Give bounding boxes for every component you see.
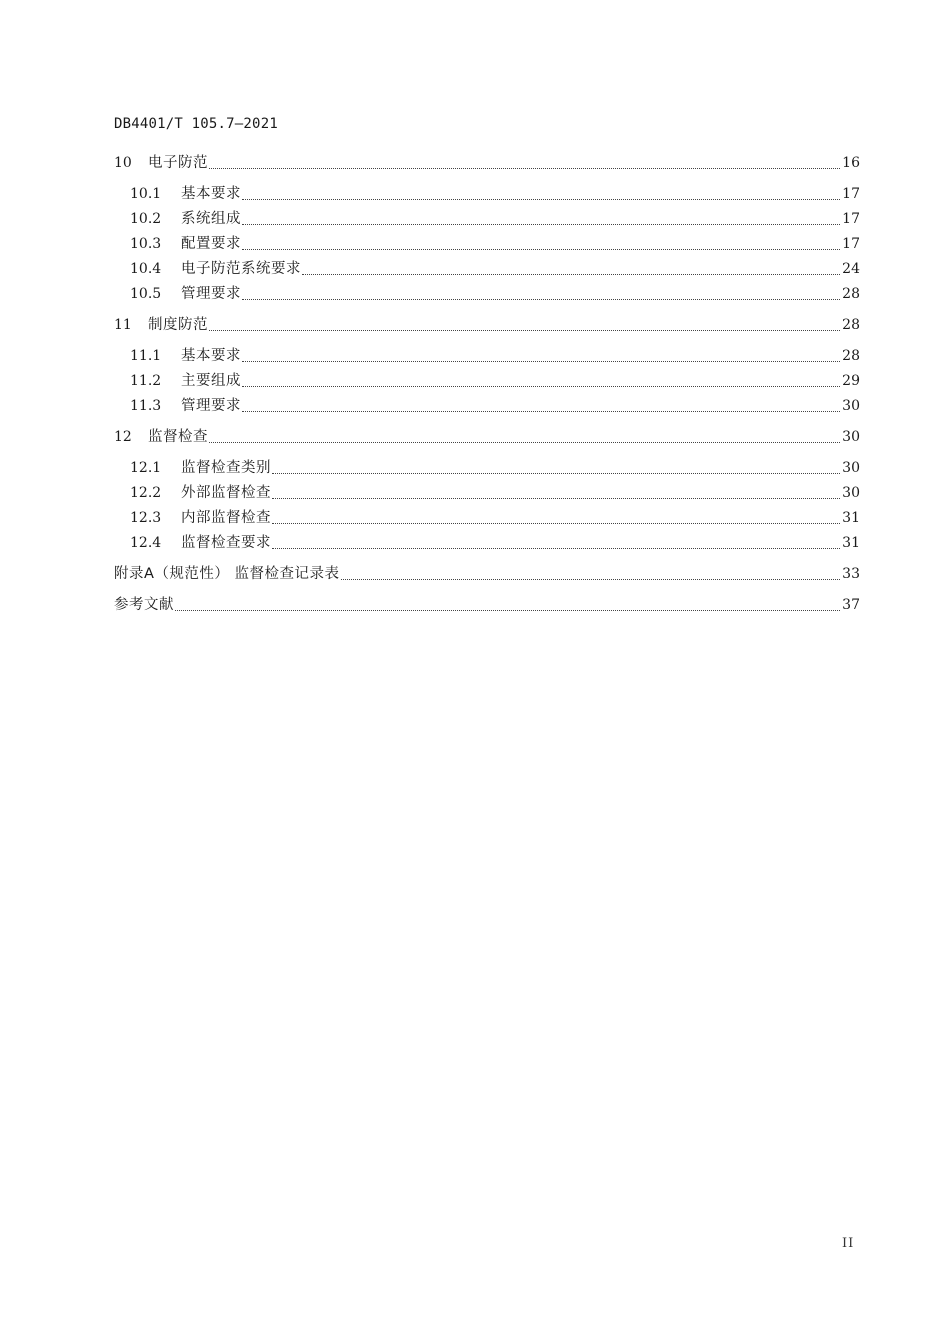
toc-entry[interactable]: [130, 208, 860, 230]
toc-entry[interactable]: [114, 314, 860, 336]
toc-entry-page: 17: [842, 236, 860, 252]
toc-entry[interactable]: [130, 370, 860, 392]
dot-leader: [242, 411, 840, 412]
dot-leader: [209, 442, 840, 443]
toc-entry-page: 28: [842, 348, 860, 364]
toc-entry-number: 10: [114, 155, 132, 171]
toc-entry-title: 监督检查: [148, 429, 208, 445]
dot-leader: [242, 224, 840, 225]
dot-leader: [209, 168, 840, 169]
toc-entry-number: 12.3: [130, 510, 162, 526]
toc-entry-title: 外部监督检查: [181, 485, 271, 501]
dot-leader: [242, 361, 840, 362]
toc-entry-number: 10.2: [130, 211, 162, 227]
toc-entry-page: 28: [842, 317, 860, 333]
toc-entry-title: 附录A（规范性） 监督检查记录表: [114, 566, 340, 582]
toc-entry-number: 10.1: [130, 186, 162, 202]
dot-leader: [175, 610, 840, 611]
toc-entry-page: 17: [842, 186, 860, 202]
toc-entry-number: 11.2: [130, 373, 162, 389]
toc-entry[interactable]: [130, 482, 860, 504]
dot-leader: [341, 579, 841, 580]
toc-entry-page: 37: [842, 597, 860, 613]
toc-entry[interactable]: [130, 532, 860, 554]
toc-entry-page: 30: [842, 460, 860, 476]
toc-entry-title: 主要组成: [181, 373, 241, 389]
toc-entry-number: 11: [114, 317, 132, 333]
dot-leader: [272, 548, 840, 549]
dot-leader: [242, 249, 840, 250]
toc-entry-page: 31: [842, 535, 860, 551]
toc-entry-number: 10.4: [130, 261, 162, 277]
toc-entry[interactable]: [114, 426, 860, 448]
page-number: II: [842, 1236, 855, 1251]
toc-entry-page: 29: [842, 373, 860, 389]
toc-entry-number: 11.3: [130, 398, 162, 414]
dot-leader: [209, 330, 840, 331]
toc-entry-number: 10.3: [130, 236, 162, 252]
toc-entry-page: 30: [842, 485, 860, 501]
toc-entry[interactable]: [114, 594, 860, 616]
toc-entry-title: 系统组成: [181, 211, 241, 227]
toc-entry-page: 16: [842, 155, 860, 171]
toc-entry-title: 基本要求: [181, 348, 241, 364]
toc-entry-title: 监督检查类别: [181, 460, 271, 476]
toc-entry[interactable]: [130, 233, 860, 255]
toc-entry-title: 基本要求: [181, 186, 241, 202]
toc-entry[interactable]: [130, 283, 860, 305]
dot-leader: [242, 199, 840, 200]
toc-entry-number: 12.4: [130, 535, 162, 551]
dot-leader: [242, 386, 840, 387]
toc-entry-title: 配置要求: [181, 236, 241, 252]
dot-leader: [242, 299, 840, 300]
toc-entry-number: 12.2: [130, 485, 162, 501]
toc-entry-number: 11.1: [130, 348, 162, 364]
toc-entry[interactable]: [114, 152, 860, 174]
toc-entry-title: 电子防范: [148, 155, 208, 171]
toc-entry-title: 制度防范: [148, 317, 208, 333]
dot-leader: [272, 498, 840, 499]
toc-entry-number: 12: [114, 429, 132, 445]
toc-entry-page: 17: [842, 211, 860, 227]
toc-entry-page: 30: [842, 429, 860, 445]
toc-entry-page: 24: [842, 261, 860, 277]
toc-entry-page: 28: [842, 286, 860, 302]
toc-entry[interactable]: [114, 563, 860, 585]
toc-entry-page: 31: [842, 510, 860, 526]
toc-entry[interactable]: [130, 507, 860, 529]
document-code: DB4401/T 105.7—2021: [114, 116, 278, 132]
toc-entry-page: 33: [842, 566, 860, 582]
toc-entry-number: 12.1: [130, 460, 162, 476]
toc-entry[interactable]: [130, 395, 860, 417]
toc-entry-title: 管理要求: [181, 398, 241, 414]
toc-entry-title: 内部监督检查: [181, 510, 271, 526]
toc-entry[interactable]: [130, 457, 860, 479]
dot-leader: [302, 274, 840, 275]
toc-entry[interactable]: [130, 345, 860, 367]
toc-entry[interactable]: [130, 258, 860, 280]
toc-entry[interactable]: [130, 183, 860, 205]
dot-leader: [272, 523, 840, 524]
toc-entry-title: 电子防范系统要求: [181, 261, 301, 277]
toc-entry-number: 10.5: [130, 286, 162, 302]
toc-entry-title: 管理要求: [181, 286, 241, 302]
toc-entry-page: 30: [842, 398, 860, 414]
toc-entry-title: 监督检查要求: [181, 535, 271, 551]
toc-entry-title: 参考文献: [114, 597, 174, 613]
dot-leader: [272, 473, 840, 474]
